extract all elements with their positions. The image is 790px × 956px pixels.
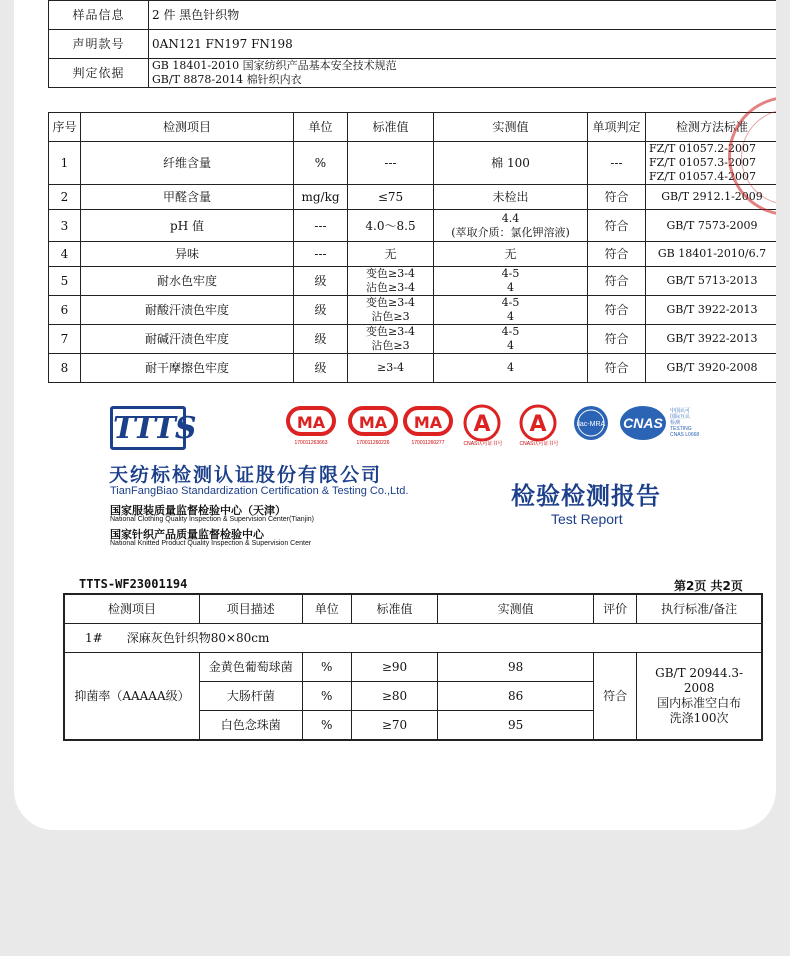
- style-label: 声明款号: [49, 30, 149, 59]
- page-gap: [14, 383, 776, 393]
- cma-mark-icon: [348, 404, 398, 442]
- svg-text:A: A: [473, 412, 491, 437]
- cma-number: 170011263663: [294, 440, 328, 446]
- cma-number: 170011260226: [356, 440, 390, 446]
- evaluation: 符合: [594, 653, 637, 741]
- svg-text:MA: MA: [413, 413, 443, 432]
- table-row: 大肠杆菌 % ≥80 86: [64, 682, 762, 711]
- group-item: 抑菌率（AAAAA级）: [64, 653, 199, 741]
- results-header: [49, 113, 777, 142]
- cnas-caption: 中国认可 国际互认 检测 TESTING CNAS L0668: [670, 408, 700, 438]
- col-std: 标准值: [348, 113, 434, 142]
- table-row: 2 甲醛含量 mg/kg ≤75 未检出 符合 GB/T 2912.1-2009: [49, 185, 777, 210]
- cal-mark-icon: [462, 404, 504, 444]
- table-row: 6 耐酸汗渍色牢度 级 变色≥3-4 沾色≥3 4-5 4 符合 GB/T 3922-2013: [49, 296, 777, 325]
- antibacterial-header: 检测项目 项目描述 单位 标准值 实测值 评价 执行标准/备注: [64, 594, 762, 624]
- basis-label: 判定依据: [49, 59, 149, 88]
- style-value: 0AN121 FN197 FN198: [149, 30, 776, 59]
- table-row: 4 异味 --- 无 无 符合 GB 18401-2010/6.7: [49, 242, 777, 267]
- col-judge: 单项判定: [588, 113, 646, 142]
- cma-mark-icon: [286, 404, 336, 442]
- company-name-en: TianFangBiao Standardization Certification & Testing Co.,Ltd.: [110, 485, 409, 497]
- basis-line-2: GB/T 8878-2014 棉针织内衣: [152, 73, 302, 86]
- results-grid: [48, 112, 776, 383]
- basis-line-1: GB 18401-2010 国家纺织产品基本安全技术规范: [152, 59, 397, 72]
- col-no: 序号: [49, 113, 81, 142]
- cal-number: CNAS认可证书号: [519, 441, 559, 447]
- page-number: 第2页 共2页: [674, 579, 743, 593]
- table-row: 3 pH 值 --- 4.0～8.5 4.4 (萃取介质：氯化钾溶液) 符合 GB/T 7573-2009: [49, 210, 777, 242]
- sample-value: 2 件 黑色针织物: [149, 1, 776, 30]
- cal-mark-icon: [518, 404, 560, 444]
- center2-cn: 国家针织产品质量监督检验中心: [110, 528, 264, 541]
- svg-text:MA: MA: [296, 413, 326, 432]
- table-row: 8 耐干摩擦色牢度 级 ≥3-4 4 符合 GB/T 3920-2008: [49, 354, 777, 383]
- report-card: [14, 0, 776, 830]
- svg-text:A: A: [529, 412, 547, 437]
- sample-label: 样品信息: [49, 1, 149, 30]
- svg-text:CNAS: CNAS: [623, 415, 663, 431]
- basis-value: [149, 59, 776, 88]
- table-row: 白色念珠菌 % ≥70 95: [64, 711, 762, 741]
- report-title-cn: 检验检测报告: [511, 482, 661, 510]
- col-unit: 单位: [294, 113, 348, 142]
- ttts-logo: [110, 406, 196, 450]
- sample-info-row: [49, 1, 777, 30]
- standard-note: GB/T 20944.3-2008 国内标准空白布 洗涤100次: [637, 653, 762, 741]
- ilac-mra-icon: [572, 404, 612, 444]
- center1-en: National Clothing Quality Inspection & Supervision Center(Tianjin): [110, 516, 315, 523]
- stamp-ring: [741, 109, 776, 205]
- table-row: 1 纤维含量 % --- 棉 100 --- FZ/T 01057.2-2007 FZ/T 01057.3-2007 FZ/T 01057.4-2007: [49, 142, 777, 185]
- cma-mark-icon: [403, 404, 453, 442]
- table-row: 7 耐碱汗渍色牢度 级 变色≥3-4 沾色≥3 4-5 4 符合 GB/T 3922-2013: [49, 325, 777, 354]
- logo-text: TTTS: [113, 411, 196, 446]
- table-row: 抑菌率（AAAAA级） 金黄色葡萄球菌 % ≥90 98 符合 GB/T 20944.3-2008 国内标准空白布 洗涤100次: [64, 653, 762, 682]
- style-row: [49, 30, 777, 59]
- test-results-table: [48, 0, 776, 88]
- basis-row: [49, 59, 777, 88]
- svg-text:ilac-MRA: ilac-MRA: [576, 421, 606, 428]
- antibacterial-table: [63, 593, 763, 741]
- center1-cn: 国家服装质量监督检验中心（天津）: [110, 504, 286, 517]
- company-name-cn: 天纺标检测认证股份有限公司: [109, 464, 383, 486]
- cma-number: 170011260277: [411, 440, 445, 446]
- sample-row: 1# 深麻灰色针织物80×80cm: [64, 624, 762, 653]
- report-number: TTTS-WF23001194: [79, 577, 188, 591]
- col-item: 检测项目: [81, 113, 294, 142]
- col-method: 检测方法标准: [646, 113, 777, 142]
- table-row: 5 耐水色牢度 级 变色≥3-4 沾色≥3-4 4-5 4 符合 GB/T 5713-2013: [49, 267, 777, 296]
- report-title-en: Test Report: [551, 511, 623, 527]
- center2-en: National Knitted Product Quality Inspection & Supervision Center: [110, 540, 312, 547]
- cal-number: CNAS认可证书号: [463, 441, 503, 447]
- svg-text:MA: MA: [358, 413, 388, 432]
- col-result: 实测值: [434, 113, 588, 142]
